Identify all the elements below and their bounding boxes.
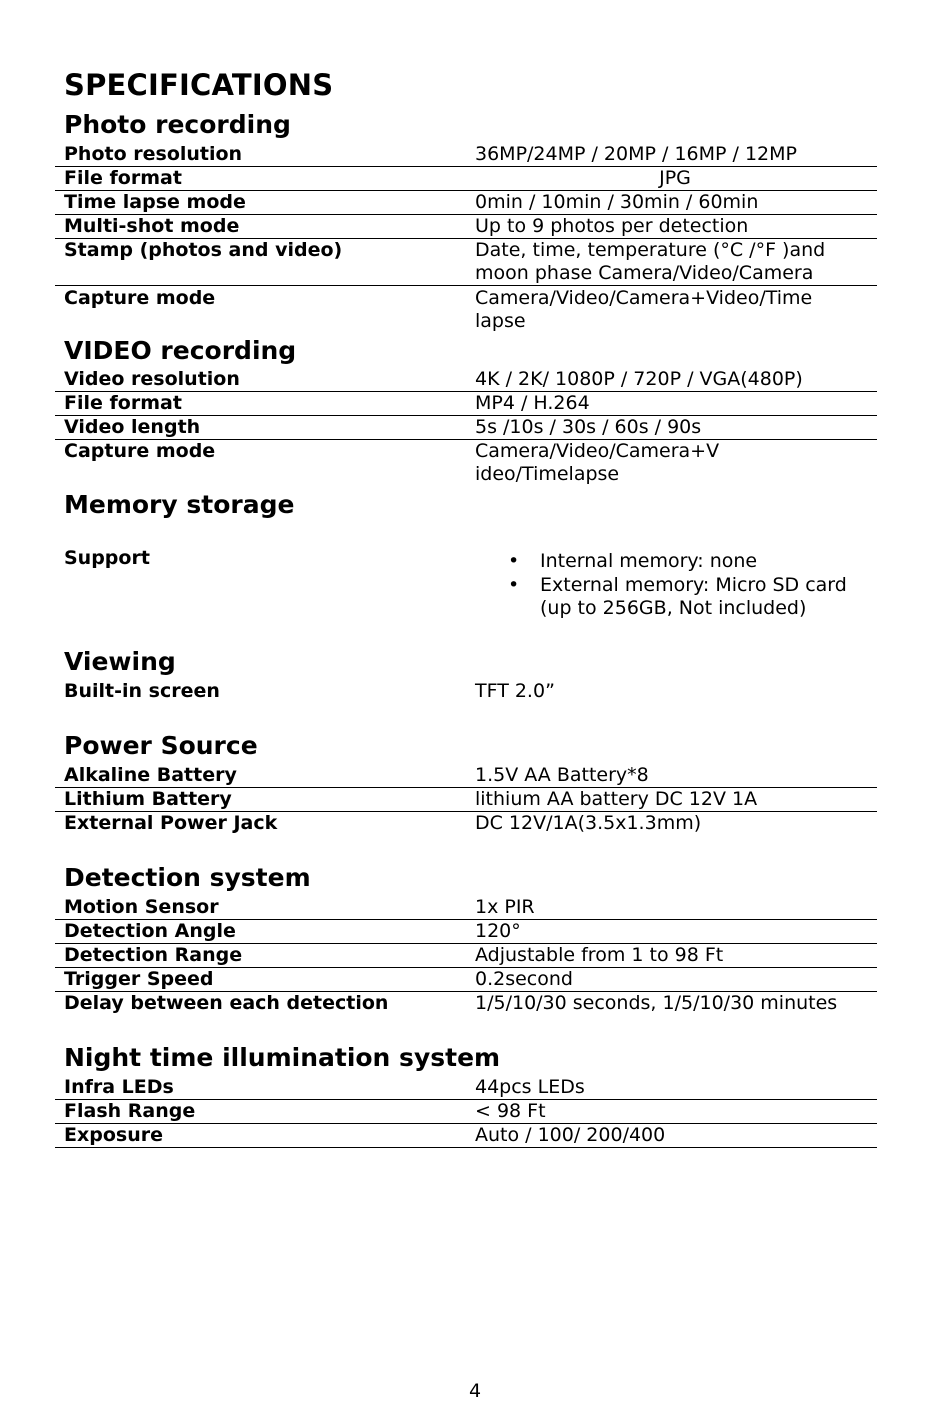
spec-row bbox=[55, 764, 877, 788]
bullet-text: External memory: Micro SD card bbox=[540, 574, 847, 596]
spec-label: Photo resolution bbox=[64, 143, 243, 165]
section-title-detection: Detection system bbox=[64, 863, 311, 892]
bullet-text: Internal memory: none bbox=[540, 550, 758, 572]
spec-row bbox=[55, 944, 877, 968]
spec-row bbox=[55, 1124, 877, 1148]
spec-value-line2: lapse bbox=[475, 310, 526, 332]
spec-row bbox=[55, 143, 877, 167]
spec-row bbox=[55, 440, 877, 486]
spec-label: Flash Range bbox=[64, 1100, 196, 1122]
spec-value: Adjustable from 1 to 98 Ft bbox=[475, 944, 724, 966]
spec-value: 36MP/24MP / 20MP / 16MP / 12MP bbox=[475, 143, 797, 165]
spec-value: 1x PIR bbox=[475, 896, 535, 918]
spec-row bbox=[55, 812, 877, 835]
spec-row bbox=[55, 1100, 877, 1124]
spec-row bbox=[55, 368, 877, 392]
spec-label: Detection Angle bbox=[64, 920, 236, 942]
section-title-viewing: Viewing bbox=[64, 647, 176, 676]
spec-value: Date, time, temperature (°C /°F )and bbox=[475, 239, 826, 261]
spec-label: Delay between each detection bbox=[64, 992, 389, 1014]
bullet-item-continuation bbox=[540, 597, 806, 620]
section-title-night: Night time illumination system bbox=[64, 1043, 501, 1072]
spec-value: TFT 2.0” bbox=[475, 680, 555, 702]
spec-label: Video resolution bbox=[64, 368, 240, 390]
spec-row bbox=[55, 167, 877, 191]
bullet-icon: • bbox=[508, 550, 520, 572]
spec-value: 4K / 2K/ 1080P / 720P / VGA(480P) bbox=[475, 368, 803, 390]
spec-label: Built-in screen bbox=[64, 680, 220, 702]
spec-value: 1/5/10/30 seconds, 1/5/10/30 minutes bbox=[475, 992, 838, 1014]
spec-label: Capture mode bbox=[64, 440, 216, 462]
spec-label: Support bbox=[64, 547, 150, 569]
spec-label: Motion Sensor bbox=[64, 896, 219, 918]
spec-row bbox=[55, 788, 877, 812]
spec-label: Time lapse mode bbox=[64, 191, 246, 213]
spec-value: JPG bbox=[659, 167, 691, 189]
spec-row bbox=[55, 992, 877, 1015]
spec-label: Multi-shot mode bbox=[64, 215, 240, 237]
spec-value-line2: ideo/Timelapse bbox=[475, 463, 620, 485]
spec-label: File format bbox=[64, 392, 182, 414]
spec-row bbox=[55, 287, 877, 333]
page-number: 4 bbox=[468, 1380, 482, 1402]
section-title-power: Power Source bbox=[64, 731, 258, 760]
spec-value: DC 12V/1A(3.5x1.3mm) bbox=[475, 812, 702, 834]
spec-value: 1.5V AA Battery*8 bbox=[475, 764, 649, 786]
spec-row bbox=[55, 392, 877, 416]
spec-row bbox=[55, 968, 877, 992]
spec-row bbox=[55, 215, 877, 239]
spec-row bbox=[55, 896, 877, 920]
spec-value: 44pcs LEDs bbox=[475, 1076, 585, 1098]
spec-row bbox=[55, 680, 877, 703]
spec-value: 0.2second bbox=[475, 968, 573, 990]
spec-label: File format bbox=[64, 167, 182, 189]
section-title-memory: Memory storage bbox=[64, 490, 295, 519]
spec-value: MP4 / H.264 bbox=[475, 392, 590, 414]
section-title-photo: Photo recording bbox=[64, 110, 291, 139]
spec-row bbox=[55, 239, 877, 286]
bullet-text: (up to 256GB, Not included) bbox=[540, 597, 807, 619]
page-title: SPECIFICATIONS bbox=[64, 68, 334, 102]
spec-row bbox=[55, 1076, 877, 1100]
spec-label: Infra LEDs bbox=[64, 1076, 174, 1098]
spec-value: Auto / 100/ 200/400 bbox=[475, 1124, 666, 1146]
spec-value: 120° bbox=[475, 920, 521, 942]
spec-label: Capture mode bbox=[64, 287, 216, 309]
spec-label: Alkaline Battery bbox=[64, 764, 237, 786]
spec-value: 0min / 10min / 30min / 60min bbox=[475, 191, 759, 213]
spec-label: Trigger Speed bbox=[64, 968, 214, 990]
bullet-icon: • bbox=[508, 574, 520, 596]
spec-value: Camera/Video/Camera+V bbox=[475, 440, 720, 462]
spec-label: Exposure bbox=[64, 1124, 163, 1146]
spec-label: External Power Jack bbox=[64, 812, 278, 834]
spec-value: < 98 Ft bbox=[475, 1100, 546, 1122]
bullet-item bbox=[508, 550, 758, 573]
spec-value: 5s /10s / 30s / 60s / 90s bbox=[475, 416, 702, 438]
section-title-video: VIDEO recording bbox=[64, 336, 297, 365]
spec-row bbox=[55, 416, 877, 440]
spec-row bbox=[55, 920, 877, 944]
spec-value: Camera/Video/Camera+Video/Time bbox=[475, 287, 813, 309]
spec-label: Lithium Battery bbox=[64, 788, 232, 810]
spec-value: Up to 9 photos per detection bbox=[475, 215, 749, 237]
spec-label: Stamp (photos and video) bbox=[64, 239, 343, 261]
spec-value: lithium AA battery DC 12V 1A bbox=[475, 788, 758, 810]
spec-label: Detection Range bbox=[64, 944, 243, 966]
spec-row bbox=[55, 191, 877, 215]
spec-label: Video length bbox=[64, 416, 201, 438]
bullet-item bbox=[508, 574, 847, 597]
spec-value-line2: moon phase Camera/Video/Camera bbox=[475, 262, 814, 284]
